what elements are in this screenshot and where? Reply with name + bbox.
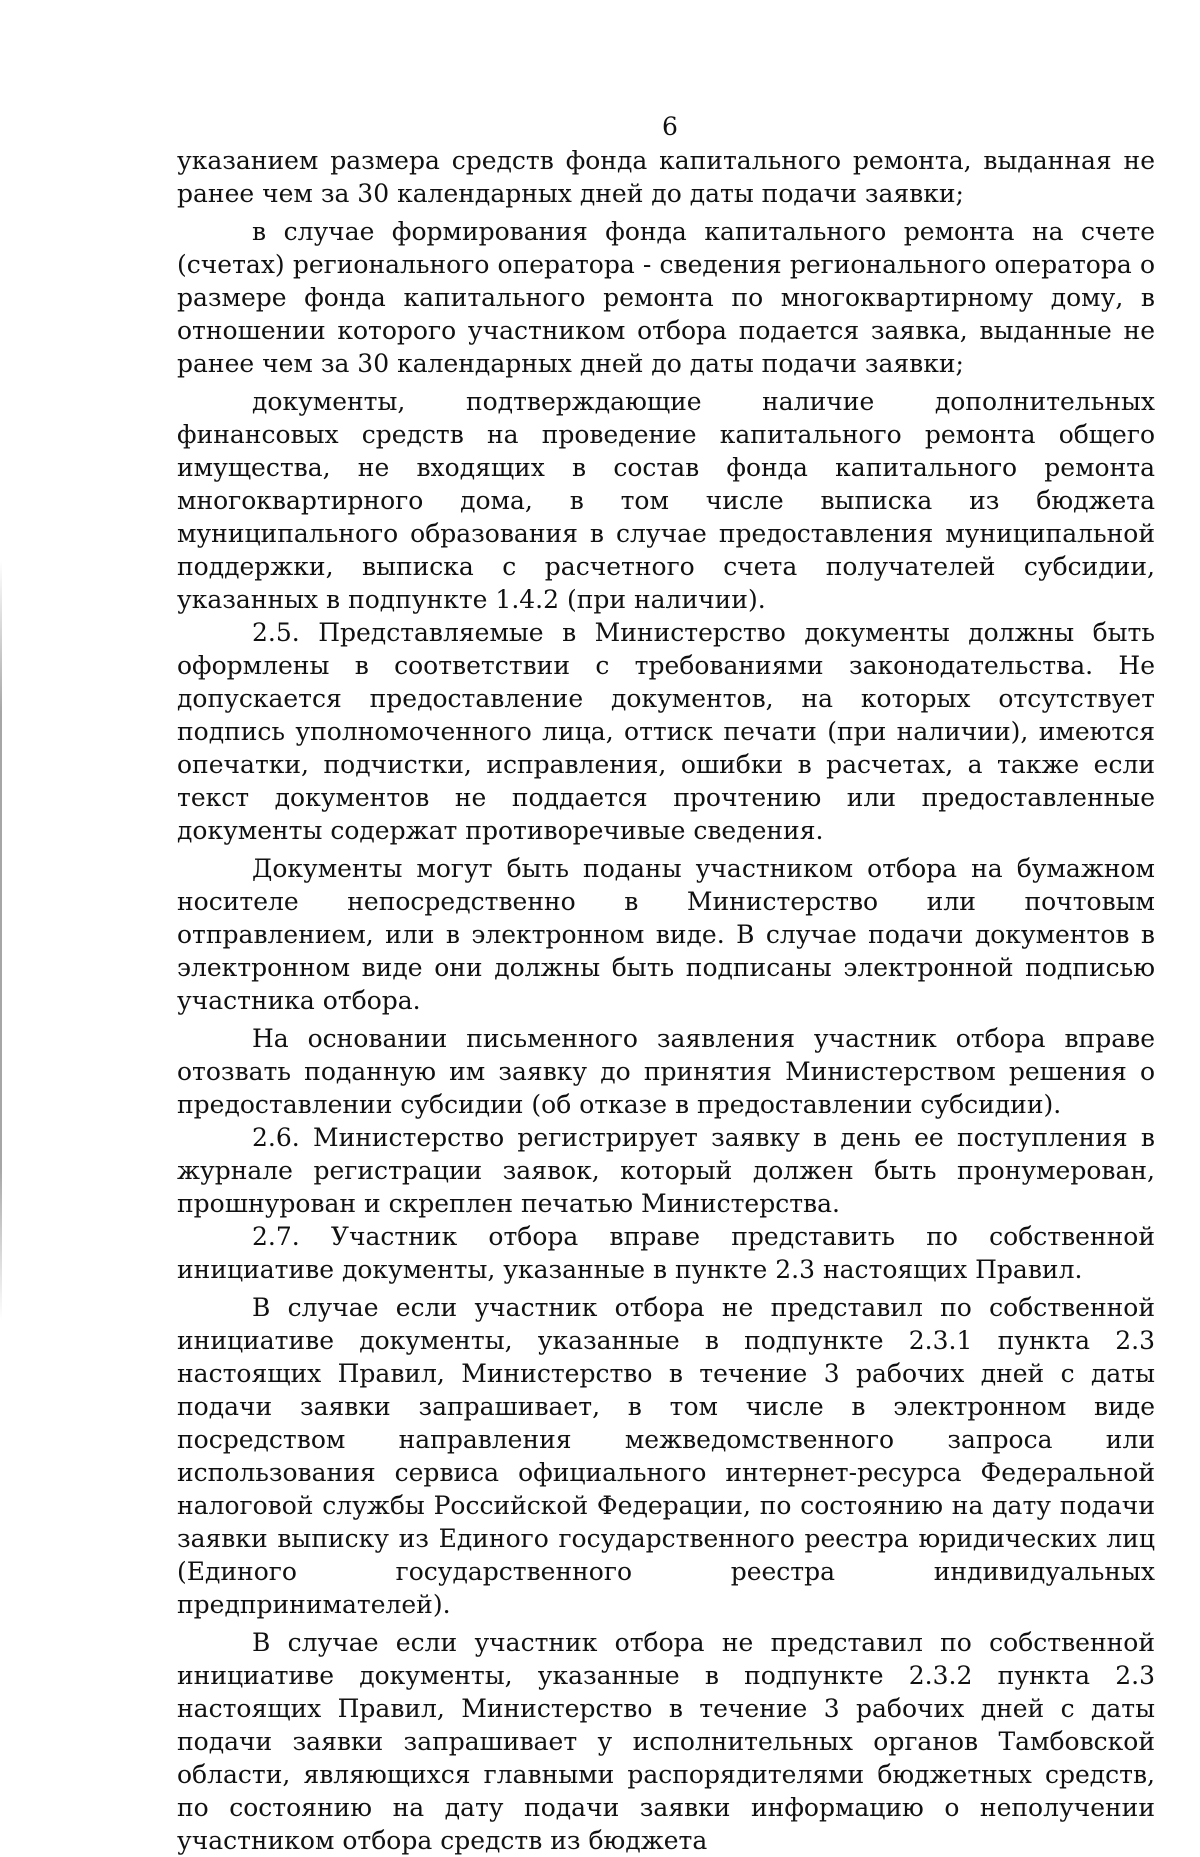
scan-edge-shadow — [0, 560, 2, 1320]
document-body — [177, 144, 1155, 1857]
paragraph-2-6: 2.6. Министерство регистрирует заявку в день ее поступления в журнале регистрации заявок, который должен быть пронумерован, прошнурован и скреплен печатью Министерства. — [177, 1123, 1155, 1218]
paragraph-request-2-3-1: В случае если участник отбора не представил по собственной инициативе документы, указанные в подпункте 2.3.1 пункта 2.3 настоящих Правил, Министерство в течение 3 рабочих дней с даты подачи заявки запрашивает, в том числе в электронном виде посредством направления межведомственного запроса или использования сервиса официального интернет-ресурса Федеральной налоговой службы Российской Федерации, по состоянию на дату подачи заявки выписку из Единого государственного реестра юридических лиц (Единого государственного реестра индивидуальных предпринимателей). — [177, 1293, 1155, 1619]
page-number: 6 — [662, 112, 678, 141]
paragraph-continuation: указанием размера средств фонда капитального ремонта, выданная не ранее чем за 30 календарных дней до даты подачи заявки; — [177, 146, 1155, 208]
paragraph-submission-methods: Документы могут быть поданы участником отбора на бумажном носителе непосредственно в Министерство или почтовым отправлением, или в электронном виде. В случае подачи документов в электронном виде они должны быть подписаны электронной подписью участника отбора. — [177, 854, 1155, 1015]
paragraph-regional-operator: в случае формирования фонда капитального ремонта на счете (счетах) регионального оператора - сведения регионального оператора о размере фонда капитального ремонта по многоквартирному дому, в отношении которого участником отбора подается заявка, выданные не ранее чем за 30 календарных дней до даты подачи заявки; — [177, 217, 1155, 378]
paragraph-2-7: 2.7. Участник отбора вправе представить по собственной инициативе документы, указанные в пункте 2.3 настоящих Правил. — [177, 1222, 1155, 1284]
paragraph-request-2-3-2: В случае если участник отбора не представил по собственной инициативе документы, указанные в подпункте 2.3.2 пункта 2.3 настоящих Правил, Министерство в течение 3 рабочих дней с даты подачи заявки запрашивает у исполнительных органов Тамбовской области, являющихся главными распорядителями бюджетных средств, по состоянию на дату подачи заявки информацию о неполучении участником отбора средств из бюджета — [177, 1628, 1155, 1855]
paragraph-withdrawal: На основании письменного заявления участник отбора вправе отозвать поданную им заявку до принятия Министерством решения о предоставлении субсидии (об отказе в предоставлении субсидии). — [177, 1024, 1155, 1119]
paragraph-2-5: 2.5. Представляемые в Министерство документы должны быть оформлены в соответствии с требованиями законодательства. Не допускается предоставление документов, на которых отсутствует подпись уполномоченного лица, оттиск печати (при наличии), имеются опечатки, подчистки, исправления, ошибки в расчетах, а также если текст документов не поддается прочтению или предоставленные документы содержат противоречивые сведения. — [177, 618, 1155, 845]
paragraph-additional-funds: документы, подтверждающие наличие дополнительных финансовых средств на проведение капитального ремонта общего имущества, не входящих в состав фонда капитального ремонта многоквартирного дома, в том числе выписка из бюджета муниципального образования в случае предоставления муниципальной поддержки, выписка с расчетного счета получателей субсидии, указанных в подпункте 1.4.2 (при наличии). — [177, 387, 1155, 614]
